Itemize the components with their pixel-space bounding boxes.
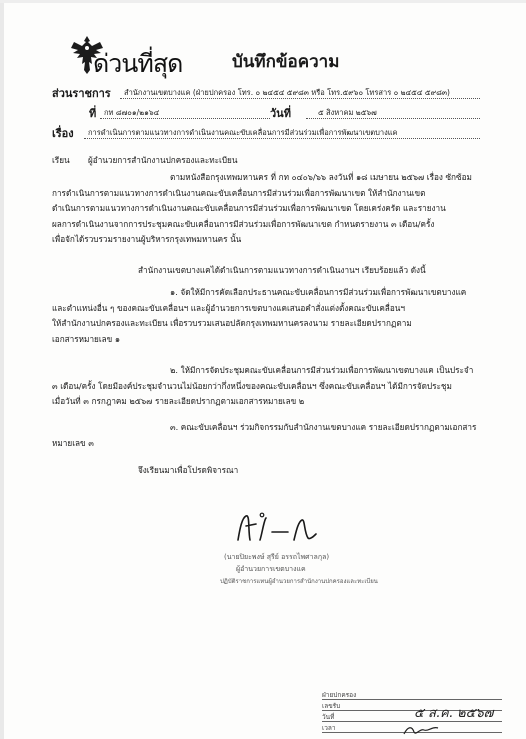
body-line: ๒. ให้มีการจัดประชุมคณะขับเคลื่อนการมีส่วนร่วมเพื่อการพัฒนาเขตบางแค เป็นประจำ	[170, 365, 474, 375]
stamp-line-2: เลขรับ	[322, 702, 341, 710]
body-line: หมายเลข ๓	[52, 437, 94, 448]
date-dotline	[306, 118, 480, 119]
body-line: และตำแหน่งอื่น ๆ ของคณะขับเคลื่อนฯ และผู้อำนวยการเขตบางแคเสนอคำสั่งแต่งตั้งคณะขับเคลื่อนฯ	[52, 302, 405, 313]
stamp-rule-1	[322, 699, 502, 700]
ref-dotline	[100, 118, 270, 119]
ref-value: กท ๘๗๐๑/๒๑๖๔	[104, 108, 160, 117]
handwritten-signature	[232, 510, 322, 546]
body-line: ตามหนังสือกรุงเทพมหานคร ที่ กท ๐๔๐๖/๖๖ ลงวันที่ ๑๘ เมษายน ๒๕๖๗ เรื่อง ซักซ้อม	[170, 172, 472, 182]
closing-paragraph	[52, 463, 482, 479]
body-line: เมื่อวันที่ ๓ กรกฎาคม ๒๕๖๗ รายละเอียดปรากฏตามเอกสารหมายเลข ๒	[52, 396, 305, 406]
urgent-stamp: ด่วนที่สุด	[93, 49, 183, 78]
stamp-line-4: เวลา	[322, 724, 336, 732]
subject-value: การดำเนินการตามแนวทางการดำเนินงานคณะขับเคลื่อนการมีส่วนร่วมเพื่อการพัฒนาเขตบางแค	[88, 128, 398, 137]
date-label: วันที่	[270, 107, 291, 120]
to-value: ผู้อำนวยการสำนักงานปกครองและทะเบียน	[88, 155, 238, 165]
closing-line: จึงเรียนมาเพื่อโปรดพิจารณา	[138, 465, 239, 475]
body-line: ผลการดำเนินงานจากการประชุมคณะขับเคลื่อนการมีส่วนร่วมเพื่อการพัฒนาเขต กำหนดรายงาน ๓ เดือน/ครั้ง	[52, 218, 435, 229]
scan-edge-top	[0, 0, 526, 3]
body-line: ดำเนินการตามแนวทางการดำเนินงานคณะขับเคลื่อนการมีส่วนร่วมเพื่อการพัฒนาเขต โดยเคร่งครัด และรายงาน	[52, 203, 446, 213]
stamp-initials	[402, 724, 442, 736]
agency-value: สำนักงานเขตบางแค (ฝ่ายปกครอง โทร. ๐ ๒๔๕๔ ๕๙๘๓ หรือ โทร.๕๙๖๐ โทรสาร ๐ ๒๔๕๔ ๕๙๘๓)	[124, 88, 450, 97]
signatory-position-2: ปฏิบัติราชการแทนผู้อำนวยการสำนักงานปกครองและทะเบียน	[220, 578, 378, 585]
scan-edge-left	[0, 0, 4, 739]
body-line: ๓. คณะขับเคลื่อนฯ ร่วมกิจกรรมกับสำนักงานเขตบางแค รายละเอียดปรากฏตามเอกสาร	[170, 422, 477, 432]
ref-label: ที่	[89, 107, 97, 120]
body-paragraph-2	[52, 263, 482, 279]
body-paragraph-5	[52, 420, 482, 451]
body-line: ให้สำนักงานปกครองและทะเบียน เพื่อรวบรวมเสนอปลัดกรุงเทพมหานครลงนาม รายละเอียดปรากฏตาม	[52, 318, 412, 328]
body-paragraph-3	[52, 285, 482, 347]
signatory-position-1: ผู้อำนวยการเขตบางแค	[236, 565, 306, 573]
body-line: สำนักงานเขตบางแคได้ดำเนินการตามแนวทางการดำเนินงานฯ เรียบร้อยแล้ว ดังนี้	[138, 265, 426, 275]
date-value: ๕ สิงหาคม ๒๕๖๗	[318, 108, 377, 117]
agency-label: ส่วนราชการ	[52, 87, 111, 100]
stamp-line-1: ฝ่ายปกครอง	[322, 691, 357, 699]
to-label: เรียน	[52, 155, 70, 165]
signatory-name: (นายปิยะพงษ์ สุรีย์ อรรถไพศาลกุล)	[224, 553, 330, 561]
stamp-line-3: วันที่	[322, 713, 335, 721]
memo-title: บันทึกข้อความ	[232, 52, 340, 72]
body-paragraph-1	[52, 170, 482, 248]
subject-dotline	[84, 138, 480, 139]
receiving-stamp	[322, 690, 512, 738]
subject-label: เรื่อง	[52, 127, 74, 140]
body-line: การดำเนินการตามแนวทางการดำเนินงานคณะขับเคลื่อนการมีส่วนร่วมเพื่อการพัฒนาเขต ให้สำนักงานเขต	[52, 187, 426, 198]
body-line: ๓ เดือน/ครั้ง โดยมีองค์ประชุมจำนวนไม่น้อยกว่ากึ่งหนึ่งของคณะขับเคลื่อนฯ ซึ่งคณะขับเคลื่อนฯ ได้มีการจัดประชุม	[52, 380, 452, 391]
stamp-handwritten-date: ๕ ส.ค. ๒๕๖๗	[414, 706, 494, 721]
body-line: ๑. จัดให้มีการคัดเลือกประธานคณะขับเคลื่อนการมีส่วนร่วมเพื่อการพัฒนาเขตบางแค	[170, 287, 467, 297]
body-paragraph-4	[52, 363, 482, 410]
body-line: เพื่อจักได้รวบรวมรายงานผู้บริหารกรุงเทพมหานคร นั้น	[52, 234, 242, 244]
agency-dotline	[120, 98, 480, 99]
body-line: เอกสารหมายเลข ๑	[52, 333, 121, 344]
